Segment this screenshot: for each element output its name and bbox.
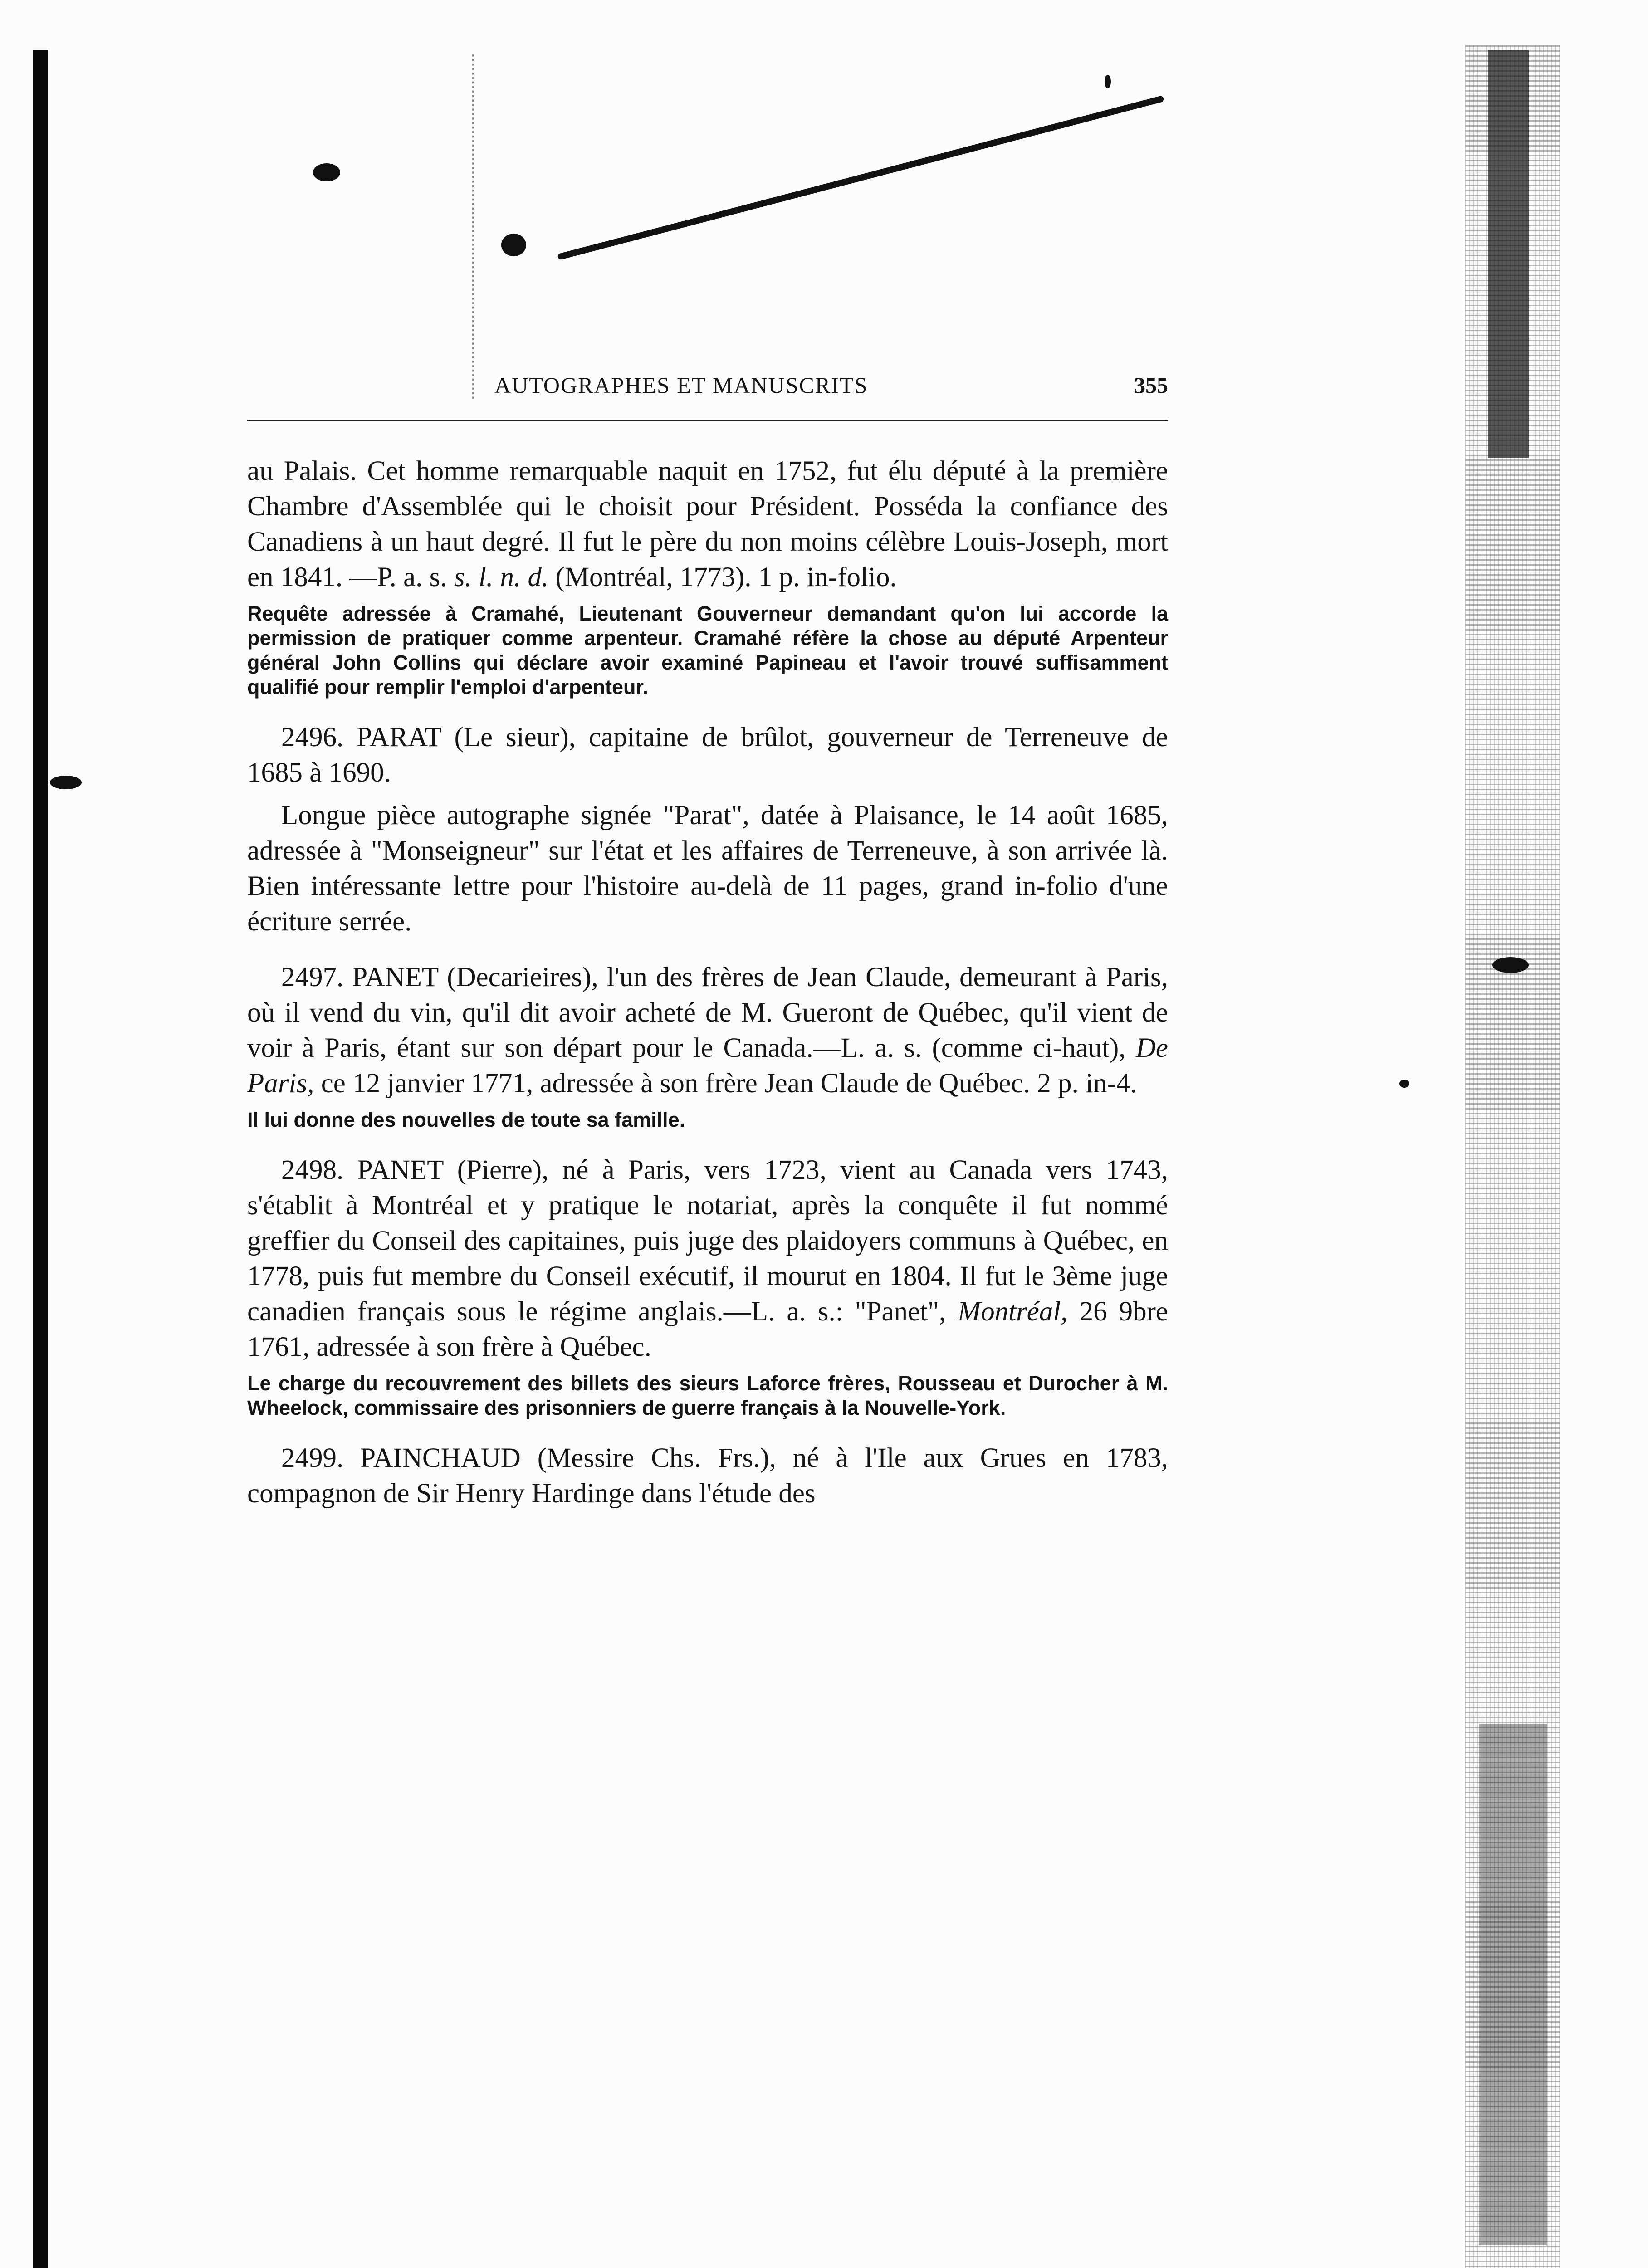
intro-paragraph: au Palais. Cet homme remarquable naquit en 1752, fut élu député à la première Chambre d'Assemblée qui le choisit pour Président. Posséda la confiance des Canadiens à un haut degré. Il fut le père du non moins célèbre Louis-Joseph, mort en 1841. —P. a. s. s. l. n. d. (Montréal, 1773). 1 p. in-folio. — [247, 456, 1168, 592]
ink-speck — [1399, 1080, 1409, 1088]
running-title: AUTOGRAPHES ET MANUSCRITS — [494, 372, 868, 398]
entry-body: Longue pièce autographe signée "Parat", datée à Plaisance, le 14 août 1685, adressée à "Monseigneur" sur l'état et les affaires de Terreneuve, à son arrivée là. Bien intéressante lettre pour l'histoire au-delà de 11 pages, grand in-folio d'une écriture serrée. — [247, 800, 1168, 937]
binding-shadow — [33, 50, 48, 2268]
entry-note: Le charge du recouvrement des billets des sieurs Laforce frères, Rousseau et Durocher à M. Wheelock, commissaire des prisonniers de guerre français à la Nouvelle-York. — [247, 1372, 1168, 1419]
ink-speck — [501, 234, 526, 256]
scan-edge-dark-bottom — [1479, 1724, 1547, 2245]
entry-2499 — [247, 1441, 1168, 1511]
header-rule — [247, 420, 1168, 421]
entry-note: Il lui donne des nouvelles de toute sa famille. — [247, 1108, 685, 1131]
entry-2496 — [247, 720, 1168, 939]
entry-text: 2498. PANET (Pierre), né à Paris, vers 1723, vient au Canada vers 1743, s'établit à Montréal et y pratique le notariat, après la conquête il fut nommé greffier du Conseil des capitaines, puis juge des plaidoyers communs à Québec, en 1778, puis fut membre du Conseil exécutif, il mourut en 1804. Il fut le 3ème juge canadien français sous le régime anglais.—L. a. s.: "Panet", Montréal, 26 9bre 1761, adressée à son frère à Québec. — [247, 1155, 1169, 1362]
intro-note: Requête adressée à Cramahé, Lieutenant Gouverneur demandant qu'on lui accorde la permission de pratiquer comme arpenteur. Cramahé réfère la chose au député Arpenteur général John Collins qui déclare avoir examiné Papineau et l'avoir trouvé suffisamment qualifié pour remplir l'emploi d'arpenteur. — [247, 602, 1168, 699]
entry-2498 — [247, 1153, 1168, 1420]
ink-speck — [313, 163, 340, 181]
ink-speck — [1492, 957, 1529, 973]
entry-heading: 2496. PARAT (Le sieur), capitaine de brûlot, gouverneur de Terreneuve de 1685 à 1690. — [247, 722, 1168, 788]
ink-speck — [1105, 75, 1111, 88]
entry-text: 2497. PANET (Decarieires), l'un des frères de Jean Claude, demeurant à Paris, où il vend du vin, qu'il dit avoir acheté de M. Gueront de Québec, qu'il vient de voir à Paris, étant sur son départ pour le Canada.—L. a. s. (comme ci-haut), De Paris, ce 12 janvier 1771, adressée à son frère Jean Claude de Québec. 2 p. in-4. — [247, 962, 1169, 1099]
entry-2497 — [247, 960, 1168, 1132]
page-body — [247, 454, 1168, 1511]
ink-speck — [50, 776, 82, 789]
page-header — [247, 372, 1168, 422]
pen-stroke-mark — [557, 95, 1164, 260]
page-number: 355 — [1134, 372, 1168, 398]
entry-text: 2499. PAINCHAUD (Messire Chs. Frs.), né à l'Ile aux Grues en 1783, compagnon de Sir Henry Hardinge dans l'étude des — [247, 1443, 1168, 1509]
scan-edge-dark-top — [1488, 50, 1529, 458]
fold-mark — [472, 54, 474, 399]
